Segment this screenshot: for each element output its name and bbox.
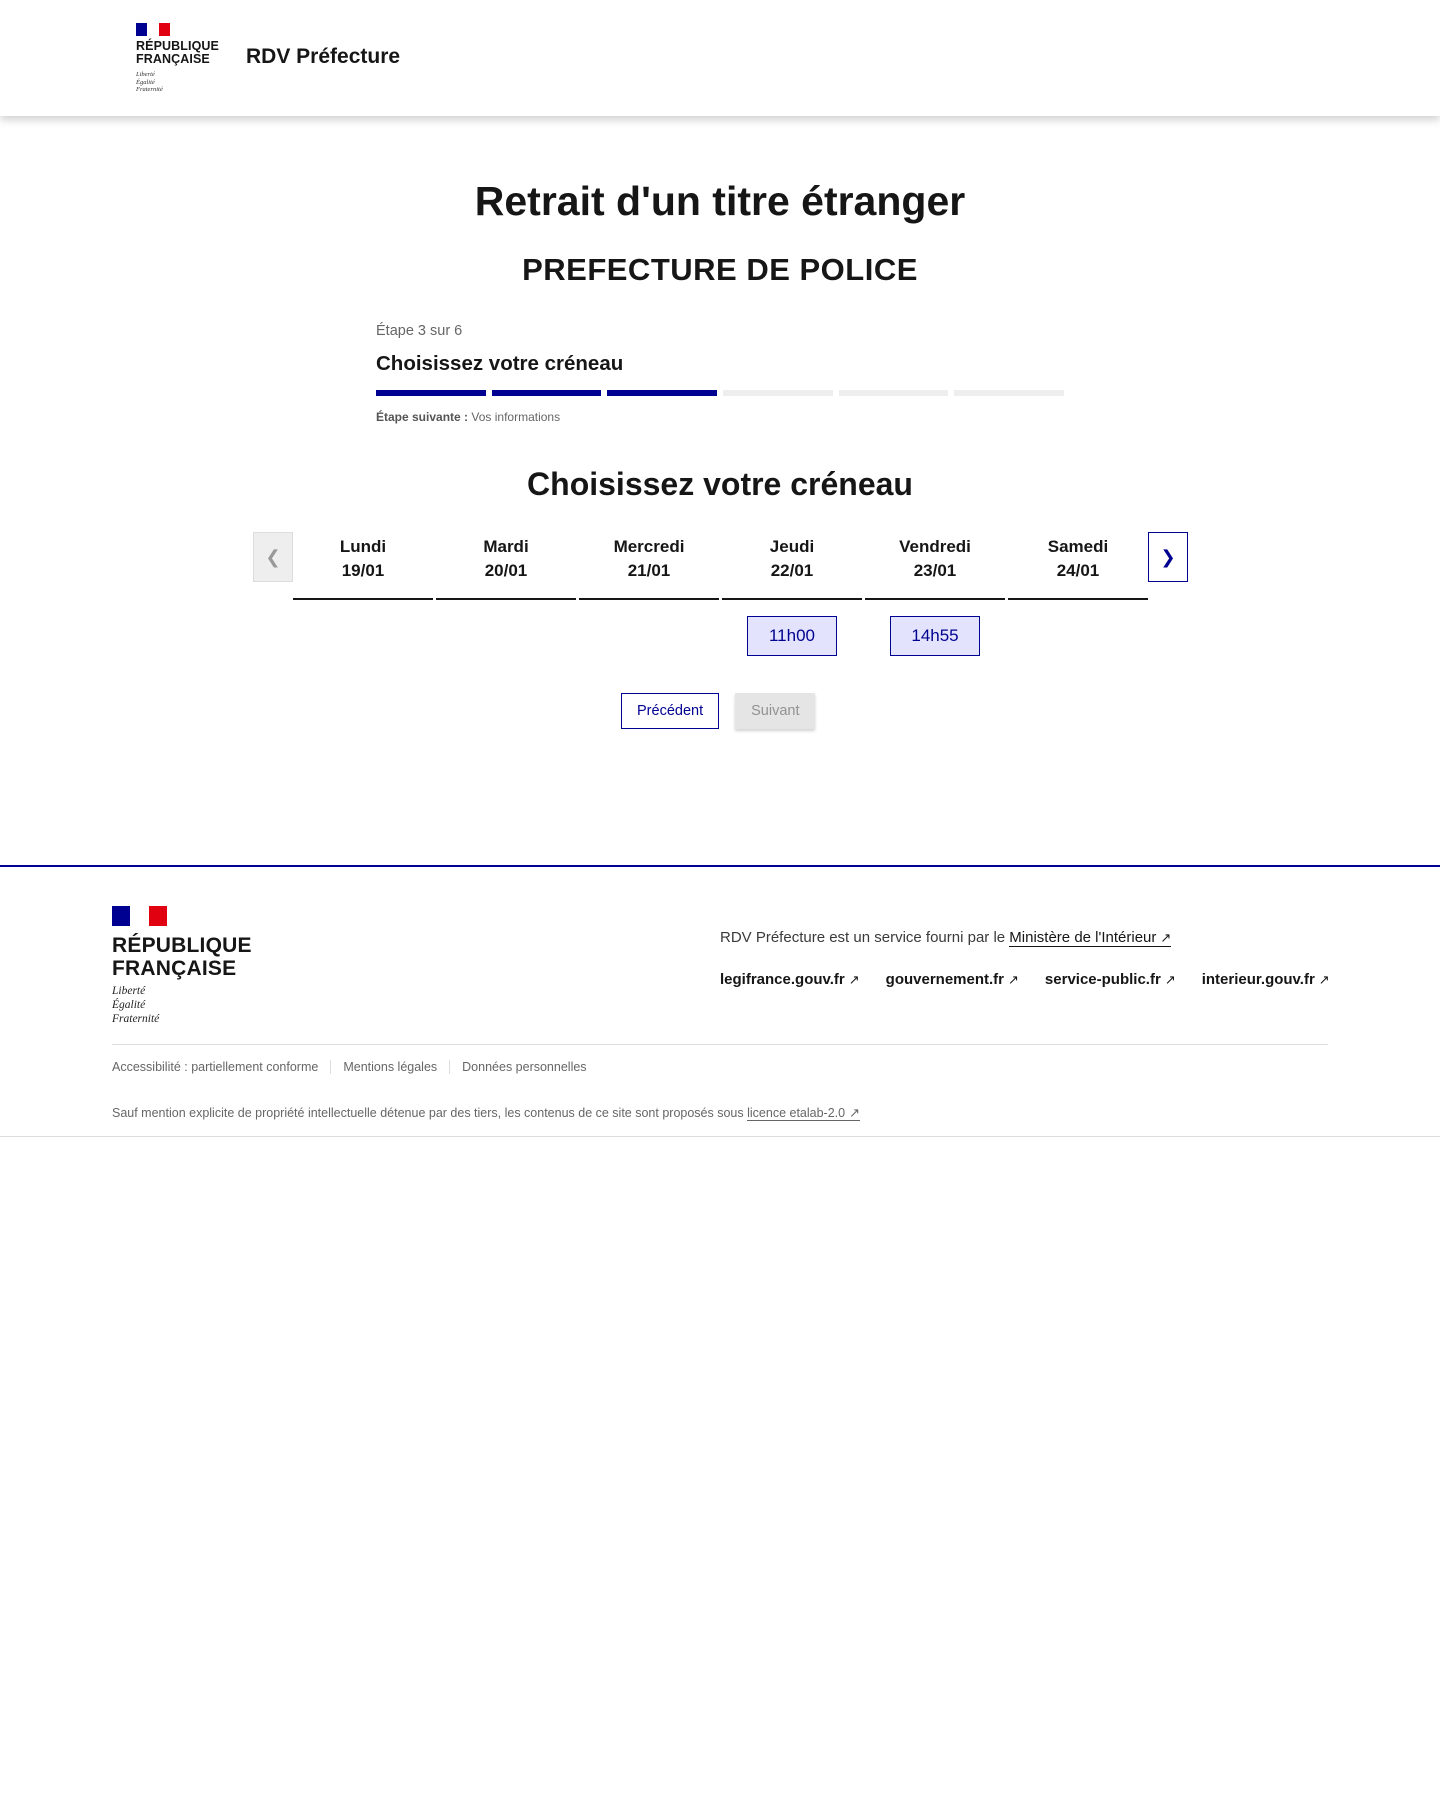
stepper-bar [723,390,833,396]
footer-motto: Liberté Égalité Fraternité [112,985,160,1025]
stepper-next-value: Vos informations [471,410,561,424]
external-link-icon: ↗ [1008,972,1019,987]
page-subtitle: PREFECTURE DE POLICE [522,252,918,287]
ministere-link[interactable]: Ministère de l'Intérieur ↗ [1009,929,1172,946]
day-column [293,532,433,600]
page-title: Retrait d'un titre étranger [474,178,966,224]
logo-motto: Liberté Égalité Fraternité [136,71,163,93]
footer-bottom-link[interactable]: Mentions légales [330,1060,449,1074]
calendar-title: Choisissez votre créneau [527,466,913,502]
external-link-icon: ↗ [849,1105,860,1120]
time-slot-button[interactable]: 14h55 [890,616,980,656]
footer-link[interactable]: legifrance.gouv.fr ↗ [720,971,860,988]
day-name: Samedi [1047,537,1109,556]
footer-logo-text: RÉPUBLIQUE FRANÇAISE [112,934,252,980]
site-footer [0,865,1440,1137]
stepper-next-label: Étape suivante : [376,410,469,424]
day-column [579,532,719,600]
external-link-icon: ↗ [1160,930,1172,945]
day-header [865,532,1005,600]
day-header [722,532,862,600]
logo-text: RÉPUBLIQUE FRANÇAISE [136,39,219,66]
day-header [1008,532,1148,600]
footer-bottom-link[interactable]: Accessibilité : partiellement conforme [112,1060,319,1074]
day-header [436,532,576,600]
stepper-bar [376,390,486,396]
day-date: 21/01 [627,561,671,580]
republique-francaise-logo[interactable] [136,23,219,94]
day-name: Mercredi [613,537,685,556]
previous-button[interactable]: Précédent [621,693,719,729]
day-name: Lundi [339,537,387,556]
day-date: 24/01 [1056,561,1100,580]
stepper-bar [839,390,949,396]
slot-calendar [253,532,1188,682]
license-link[interactable]: licence etalab-2.0 ↗ [747,1105,860,1120]
day-column [865,532,1005,656]
day-name: Vendredi [899,537,971,556]
stepper-bar [492,390,602,396]
day-column [722,532,862,656]
footer-links [720,971,1330,988]
service-name[interactable]: RDV Préfecture [246,45,401,68]
footer-link[interactable]: gouvernement.fr ↗ [885,971,1019,988]
form-actions [621,693,815,729]
footer-license: Sauf mention explicite de propriété intellectuelle détenue par des tiers, les contenus de ce site sont proposés sous licence etalab-2.0 ↗ [112,1105,860,1120]
stepper-state: Étape 3 sur 6 [376,323,463,339]
stepper-bar [607,390,717,396]
day-column [1008,532,1148,600]
time-slot-button[interactable]: 11h00 [747,616,837,656]
stepper-title: Choisissez votre créneau [376,352,624,375]
day-header [293,532,433,600]
marianne-flag-icon [112,906,167,926]
stepper-bar [954,390,1064,396]
site-header [0,0,1440,116]
day-header [579,532,719,600]
next-button[interactable]: Suivant [735,693,815,729]
day-date: 22/01 [770,561,814,580]
chevron-right-icon: ❯ [1160,546,1176,567]
footer-description: RDV Préfecture est un service fourni par le Ministère de l'Intérieur ↗ [720,929,1172,946]
chevron-left-icon: ❮ [265,546,281,567]
footer-logo[interactable] [112,906,252,1026]
stepper-progress [376,390,1064,396]
day-name: Mardi [483,537,529,556]
day-date: 20/01 [484,561,528,580]
calendar-prev-button[interactable] [253,532,293,582]
day-date: 19/01 [341,561,385,580]
external-link-icon: ↗ [1318,972,1330,987]
day-name: Jeudi [769,537,815,556]
external-link-icon: ↗ [848,972,860,987]
footer-link[interactable]: interieur.gouv.fr ↗ [1201,971,1330,988]
day-column [436,532,576,600]
footer-link[interactable]: service-public.fr ↗ [1044,971,1176,988]
external-link-icon: ↗ [1164,972,1176,987]
footer-divider [112,1044,1328,1045]
footer-bottom-link[interactable]: Données personnelles [449,1060,598,1074]
day-date: 23/01 [913,561,957,580]
marianne-flag-icon [136,23,170,36]
stepper-next-step [376,410,1064,424]
calendar-next-button[interactable] [1148,532,1188,582]
footer-bottom-links [112,1060,599,1074]
stepper [376,323,1064,424]
